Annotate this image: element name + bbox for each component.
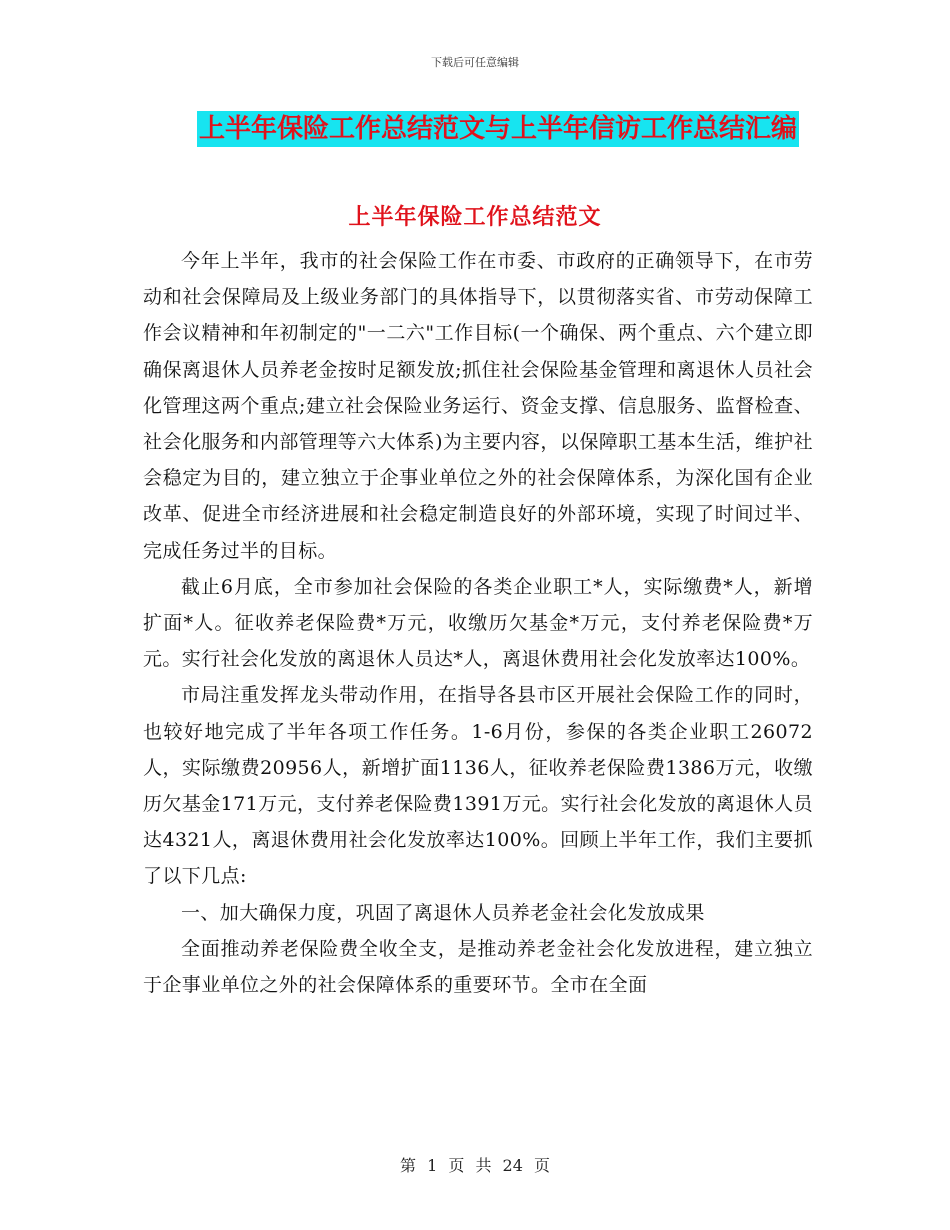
- paragraph: 截止6月底，全市参加社会保险的各类企业职工*人，实际缴费*人，新增扩面*人。征收养老保险费*万元，收缴历欠基金*万元，支付养老保险费*万元。实行社会化发放的离退休人员达*人，离退休费用社会化发放率达100%。: [143, 575, 813, 671]
- page-number: 第 1 页 共 24 页: [400, 1156, 550, 1175]
- section-title: 上半年保险工作总结范文: [348, 205, 602, 230]
- document-title-container: [0, 111, 950, 147]
- document-title: 上半年保险工作总结范文与上半年信访工作总结汇编: [197, 111, 799, 147]
- document-body: [143, 243, 813, 1003]
- paragraph: 全面推动养老保险费全收全支，是推动养老金社会化发放进程，建立独立于企事业单位之外的社会保障体系的重要环节。全市在全面: [143, 937, 813, 997]
- paragraph: 今年上半年，我市的社会保险工作在市委、市政府的正确领导下，在市劳动和社会保障局及上级业务部门的具体指导下，以贯彻落实省、市劳动保障工作会议精神和年初制定的"一二六"工作目标(一个确保、两个重点、六个建立即确保离退休人员养老金按时足额发放;抓住社会保险基金管理和离退休人员社会化管理这两个重点;建立社会保险业务运行、资金支撑、信息服务、监督检查、社会化服务和内部管理等六大体系)为主要内容，以保障职工基本生活，维护社会稳定为目的，建立独立于企事业单位之外的社会保障体系，为深化国有企业改革、促进全市经济进展和社会稳定制造良好的外部环境，实现了时间过半、完成任务过半的目标。: [143, 250, 813, 562]
- paragraph: 市局注重发挥龙头带动作用，在指导各县市区开展社会保险工作的同时，也较好地完成了半年各项工作任务。1-6月份，参保的各类企业职工26072人，实际缴费20956人，新增扩面1136人，征收养老保险费1386万元，收缴历欠基金171万元，支付养老保险费1391万元。实行社会化发放的离退休人员达4321人，离退休费用社会化发放率达100%。回顾上半年工作，我们主要抓了以下几点:: [143, 684, 813, 888]
- paragraph: 一、加大确保力度，巩固了离退休人员养老金社会化发放成果: [181, 901, 705, 924]
- header-note: 下载后可任意编辑: [431, 56, 519, 69]
